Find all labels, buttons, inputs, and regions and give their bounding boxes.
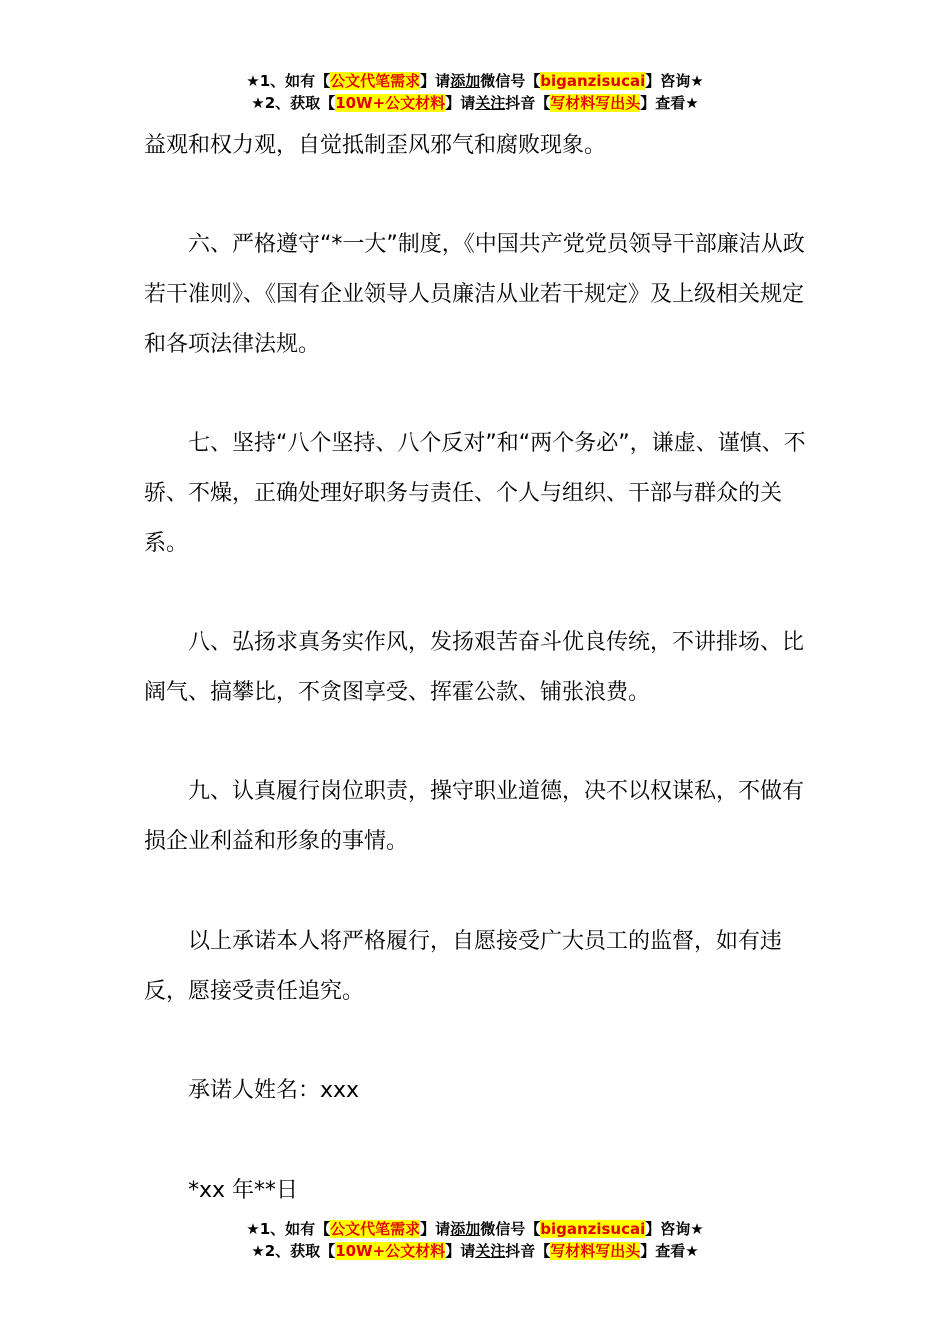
paragraph-item-6: 六、严格遵守“*一大”制度，《中国共产党党员领导干部廉洁从政若干准则》、《国有企业领导人员廉洁从业若干规定》及上级相关规定和各项法律法规。 [144,232,805,357]
banner-highlight-service: 公文代笔需求 [330,72,421,90]
paragraph-continuation: 益观和权力观，自觉抵制歪风邪气和腐败现象。 [144,133,607,158]
banner-line-1 [0,1218,950,1240]
star-icon: ★ [251,94,265,112]
star-icon: ★ [251,1242,265,1260]
banner-highlight-materials: 10W+公文材料 [335,94,446,112]
banner-highlight-douyin: 写材料写出头 [550,1242,641,1260]
paragraph-item-9: 九、认真履行岗位职责，操守职业道德，决不以权谋私，不做有损企业利益和形象的事情。 [144,779,805,854]
banner-text: 2、获取【 [264,94,336,112]
banner-text: 】请 [445,94,476,112]
star-icon: ★ [246,1220,260,1238]
paragraph-item-8: 八、弘扬求真务实作风，发扬艰苦奋斗优良传统，不讲排场、比阔气、搞攀比，不贪图享受、挥霍公款、铺张浪费。 [144,630,805,705]
paragraph-item-7: 七、坚持“八个坚持、八个反对”和“两个务必”，谦虚、谨慎、不骄、不燥，正确处理好职务与责任、个人与组织、干部与群众的关系。 [144,431,806,556]
banner-text: 】请 [420,72,451,90]
banner-line-2 [0,92,950,114]
banner-text: 抖音【 [505,1242,551,1260]
banner-text: 】请 [445,1242,476,1260]
banner-underline-follow: 关注 [475,94,506,112]
banner-text: 】请 [420,1220,451,1238]
footer-banner [0,1218,950,1262]
signing-date: *xx 年**日 [188,1178,299,1203]
banner-line-2 [0,1240,950,1262]
banner-text: 】查看★ [640,1242,699,1260]
banner-text: 】咨询★ [645,1220,704,1238]
banner-highlight-douyin: 写材料写出头 [550,94,641,112]
signer-name: 承诺人姓名：xxx [188,1078,360,1103]
banner-text: 1、如有【 [259,72,331,90]
banner-text: 】咨询★ [645,72,704,90]
banner-underline-add: 添加 [450,1220,481,1238]
banner-text: 2、获取【 [264,1242,336,1260]
banner-text: 1、如有【 [259,1220,331,1238]
banner-highlight-service: 公文代笔需求 [330,1220,421,1238]
banner-highlight-materials: 10W+公文材料 [335,1242,446,1260]
banner-underline-add: 添加 [450,72,481,90]
banner-highlight-wechat-id: biganzisucai [540,1220,646,1238]
banner-text: 】查看★ [640,94,699,112]
banner-text: 微信号【 [480,1220,541,1238]
banner-text: 抖音【 [505,94,551,112]
banner-underline-follow: 关注 [475,1242,506,1260]
paragraph-closing: 以上承诺本人将严格履行，自愿接受广大员工的监督，如有违反，愿接受责任追究。 [144,929,783,1004]
banner-text: 微信号【 [480,72,541,90]
banner-line-1 [0,70,950,92]
banner-highlight-wechat-id: biganzisucai [540,72,646,90]
header-banner [0,70,950,114]
star-icon: ★ [246,72,260,90]
